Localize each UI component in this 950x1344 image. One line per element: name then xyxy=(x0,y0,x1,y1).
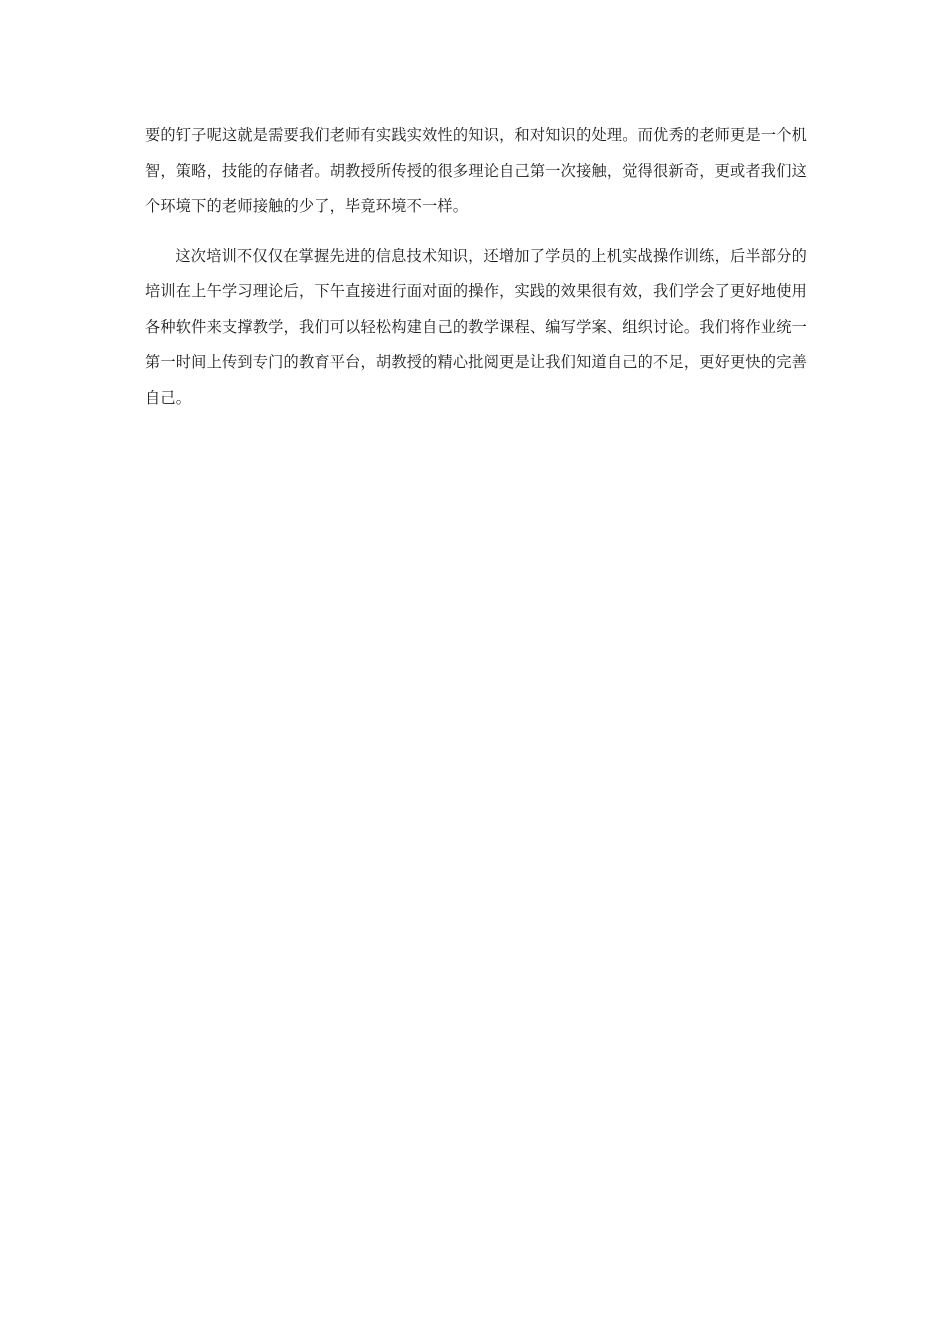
paragraph-training: 这次培训不仅仅在掌握先进的信息技术知识，还增加了学员的上机实战操作训练，后半部分的培训在上午学习理论后，下午直接进行面对面的操作，实践的效果很有效，我们学会了更好地使用各种软件来支撑教学，我们可以轻松构建自己的教学课程、编写学案、组织讨论。我们将作业统一第一时间上传到专门的教育平台，胡教授的精心批阅更是让我们知道自己的不足，更好更快的完善自己。 xyxy=(145,246,807,407)
paragraph-continuation: 要的钉子呢这就是需要我们老师有实践实效性的知识，和对知识的处理。而优秀的老师更是一个机智，策略，技能的存储者。胡教授所传授的很多理论自己第一次接触，觉得很新奇，更或者我们这个环境下的老师接触的少了，毕竟环境不一样。 xyxy=(145,126,807,215)
document-body xyxy=(145,118,807,416)
